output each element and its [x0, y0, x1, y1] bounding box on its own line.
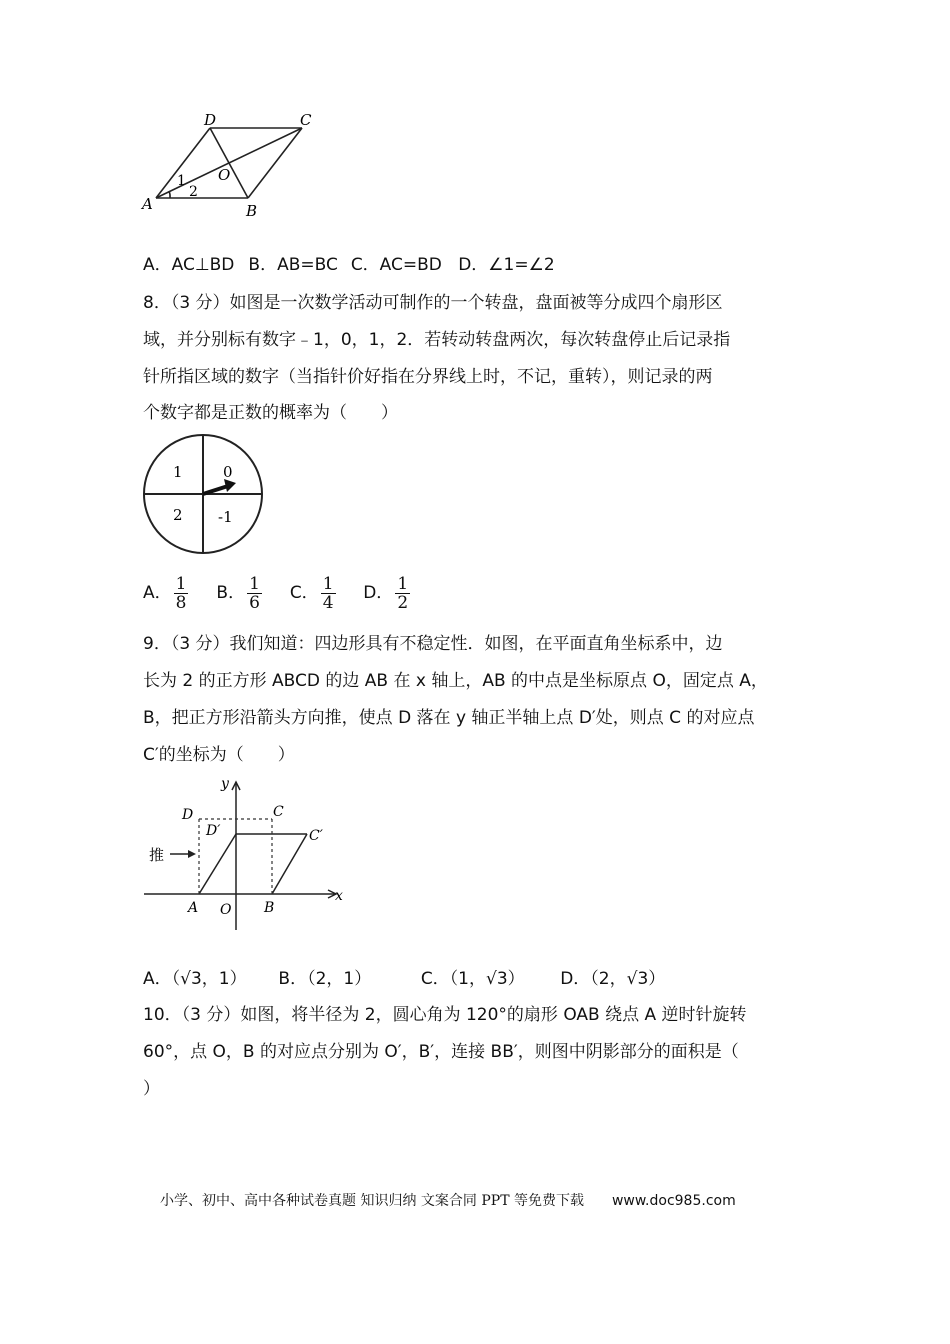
label-angle-1: 1 [177, 173, 186, 189]
label-D: D [182, 807, 194, 823]
q9-option-d: D．（2，√3） [560, 969, 666, 989]
q7-options [143, 254, 555, 276]
q10-line-2: 60°，点 O，B 的对应点分别为 O′，B′，连接 BB′，则图中阴影部分的面积是（ [143, 1042, 739, 1062]
q9-line-3: B，把正方形沿箭头方向推，使点 D 落在 y 轴正半轴上点 D′处，则点 C 的对应点 [143, 708, 755, 728]
q8-option-a: A． $\frac{1}{8}$ [143, 573, 187, 613]
label-D: D [204, 111, 217, 129]
q9-option-b: B．（2，1） [278, 969, 372, 989]
q9-option-c: C．（1，√3） [420, 969, 525, 989]
spinner-label-0: 0 [223, 463, 233, 481]
parallelogram-figure [140, 108, 330, 218]
q7-option-b: B．AB=BC [248, 255, 338, 275]
q8-option-c: C． $\frac{1}{4}$ [289, 573, 334, 613]
label-O: O [220, 902, 232, 918]
label-A: A [188, 900, 199, 916]
q9-line-1: 9．（3 分）我们知道：四边形具有不稳定性．如图，在平面直角坐标系中，边 [143, 634, 723, 654]
axis-x-label: x [335, 888, 343, 904]
axis-y-label: y [221, 776, 229, 792]
label-A: A [142, 195, 153, 213]
spinner-label-neg1: -1 [218, 508, 233, 526]
spinner-label-2: 2 [173, 506, 183, 524]
footer-text: 小学、初中、高中各种试卷真题 知识归纳 文案合同 PPT 等免费下载 [160, 1193, 584, 1209]
coordinate-figure [140, 772, 350, 934]
q7-option-c: C．AC=BD [350, 255, 442, 275]
label-angle-2: 2 [189, 184, 198, 200]
q7-option-d: D．∠1=∠2 [458, 255, 555, 275]
spinner-figure [140, 432, 268, 556]
label-B: B [246, 202, 258, 218]
label-D-prime: D′ [206, 823, 221, 839]
q8-options [143, 572, 431, 614]
label-O: O [218, 166, 231, 184]
q8-line-1: 8．（3 分）如图是一次数学活动可制作的一个转盘，盘面被等分成四个扇形区 [143, 293, 723, 313]
q8-line-2: 域，并分别标有数字﹣1，0，1，2．若转动转盘两次，每次转盘停止后记录指 [143, 330, 731, 350]
q10-line-3: ） [143, 1079, 160, 1099]
q8-option-d: D． $\frac{1}{2}$ [363, 573, 409, 613]
q9-options [143, 968, 665, 990]
spinner-label-1: 1 [173, 463, 183, 481]
push-label: 推 [149, 846, 165, 864]
q8-line-4: 个数字都是正数的概率为（ ） [143, 403, 398, 423]
q9-option-a: A．（√3，1） [143, 969, 247, 989]
label-C: C [300, 111, 312, 129]
q7-option-a: A．AC⊥BD [143, 255, 235, 275]
q9-line-2: 长为 2 的正方形 ABCD 的边 AB 在 x 轴上，AB 的中点是坐标原点 O，固定点 A， [143, 671, 768, 691]
q9-line-4: C′的坐标为（ ） [143, 745, 295, 765]
label-C: C [273, 804, 284, 820]
footer-url[interactable]: www.doc985.com [611, 1193, 736, 1209]
page-footer [160, 1190, 736, 1210]
q10-line-1: 10．（3 分）如图，将半径为 2，圆心角为 120°的扇形 OAB 绕点 A 逆时针旋转 [143, 1005, 747, 1025]
q8-option-b: B． $\frac{1}{6}$ [216, 573, 260, 613]
label-B: B [264, 900, 275, 916]
label-C-prime: C′ [309, 828, 323, 844]
q8-line-3: 针所指区域的数字（当指针价好指在分界线上时，不记，重转），则记录的两 [143, 367, 713, 387]
